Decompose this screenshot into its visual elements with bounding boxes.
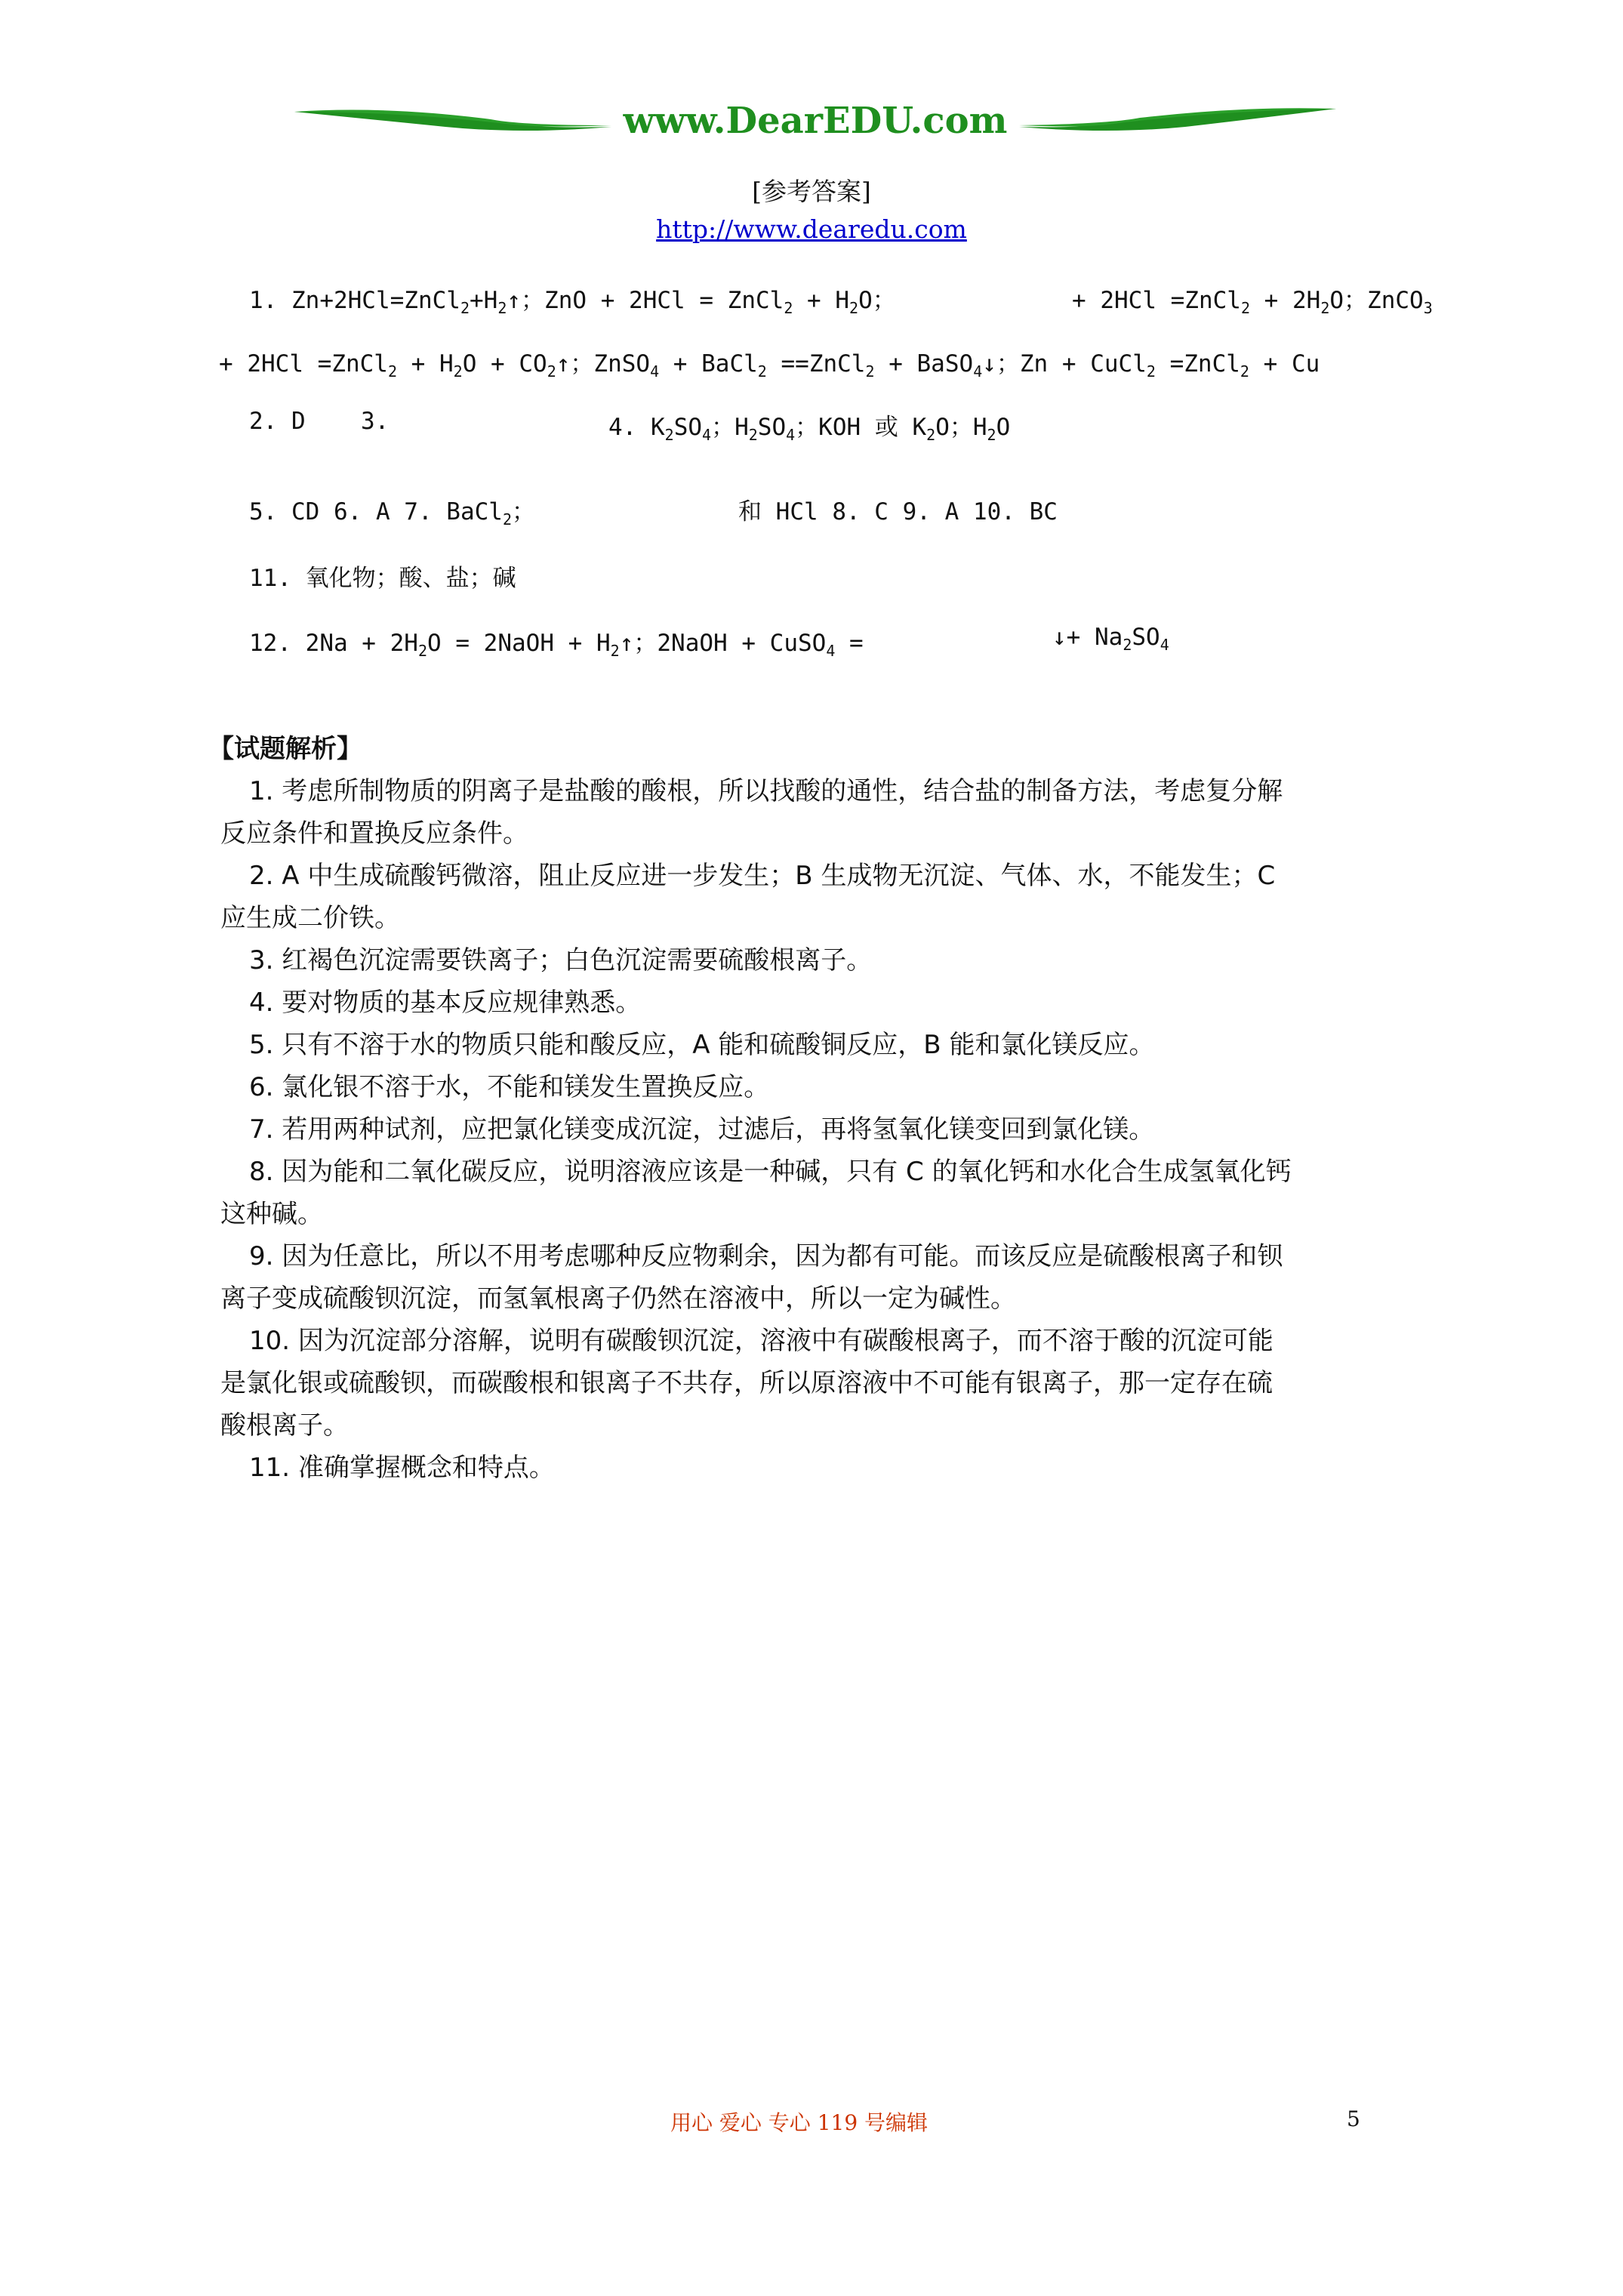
analysis-line: 酸根离子。 bbox=[220, 1410, 349, 1441]
analysis-line: 4. 要对物质的基本反应规律熟悉。 bbox=[249, 988, 642, 1018]
answer-3: 3. bbox=[361, 408, 390, 435]
analysis-heading: 【试题解析】 bbox=[208, 734, 362, 764]
answer-1-line-2: + 2HCl =ZnCl$_2$ + $H_2O$ + $CO_2↑$；ZnSO$_4$ + BaCl$_2$ ==ZnCl$_2$ + BaSO$_4$↓；Zn + CuCl$_2$ =ZnCl$_2$ + Cu bbox=[219, 350, 1320, 381]
answers-7-to-10: 和 HCl 8. C 9. A 10. BC bbox=[738, 498, 1058, 525]
answer-section-title: [参考答案] bbox=[752, 177, 871, 206]
answer-12-continued: ↓+ $Na_2SO_4$ bbox=[1052, 624, 1169, 654]
analysis-line: 这种碱。 bbox=[220, 1199, 323, 1229]
analysis-line: 3. 红褐色沉淀需要铁离子；白色沉淀需要硫酸根离子。 bbox=[249, 945, 873, 975]
analysis-line: 反应条件和置换反应条件。 bbox=[220, 818, 528, 849]
analysis-line: 8. 因为能和二氧化碳反应，说明溶液应该是一种碱，只有 C 的氧化钙和水化合生成氢氧化钙 bbox=[249, 1157, 1292, 1187]
answers-5-to-7: 5. CD 6. A 7. BaCl$_2$； bbox=[249, 498, 535, 529]
answer-1-line-1-continued: + 2HCl =ZnCl$_2$ + $2H_2O$；ZnCO$_3$ bbox=[1072, 287, 1433, 317]
analysis-line: 是氯化银或硫酸钡，而碳酸根和银离子不共存，所以原溶液中不可能有银离子，那一定存在硫 bbox=[220, 1368, 1273, 1398]
site-logo-banner bbox=[294, 89, 1336, 153]
answer-12: 12. $2Na + 2H_2O$ = 2NaOH + $H_2↑$；2NaOH + CuSO$_4$ = bbox=[249, 630, 864, 660]
website-link[interactable]: http://www.dearedu.com bbox=[656, 214, 967, 244]
analysis-line: 7. 若用两种试剂，应把氯化镁变成沉淀，过滤后，再将氢氧化镁变回到氯化镁。 bbox=[249, 1114, 1155, 1145]
analysis-line: 6. 氯化银不溶于水，不能和镁发生置换反应。 bbox=[249, 1072, 770, 1102]
answer-1-line-1: 1. $Zn+2HCl=ZnCl_2+H_2↑$；ZnO + 2HCl = ZnCl$_2$ + $H_2O$； bbox=[249, 287, 896, 317]
answer-4: 4. $K_2SO_4$；$H_2SO_4$；KOH 或 $K_2O$；$H_2O$ bbox=[608, 414, 1011, 444]
answer-2: 2. D bbox=[249, 408, 306, 435]
analysis-line: 2. A 中生成硫酸钙微溶，阻止反应进一步发生；B 生成物无沉淀、气体、水，不能发生；C bbox=[249, 861, 1276, 891]
analysis-line: 1. 考虑所制物质的阴离子是盐酸的酸根，所以找酸的通性，结合盐的制备方法，考虑复分解 bbox=[249, 776, 1283, 806]
analysis-line: 5. 只有不溶于水的物质只能和酸反应，A 能和硫酸铜反应，B 能和氯化镁反应。 bbox=[249, 1030, 1155, 1060]
analysis-line: 离子变成硫酸钡沉淀，而氢氧根离子仍然在溶液中，所以一定为碱性。 bbox=[220, 1284, 1016, 1314]
analysis-line: 应生成二价铁。 bbox=[220, 903, 400, 933]
analysis-line: 9. 因为任意比，所以不用考虑哪种反应物剩余，因为都有可能。而该反应是硫酸根离子和钡 bbox=[249, 1241, 1283, 1271]
answer-11: 11. 氧化物；酸、盐；碱 bbox=[249, 565, 516, 592]
analysis-line: 11. 准确掌握概念和特点。 bbox=[249, 1453, 555, 1483]
page-number: 5 bbox=[1347, 2106, 1360, 2131]
footer-text: 用心 爱心 专心 119 号编辑 bbox=[670, 2110, 929, 2135]
site-logo-text: www.DearEDU.com bbox=[623, 100, 1008, 142]
url-line bbox=[0, 214, 1623, 244]
analysis-line: 10. 因为沉淀部分溶解，说明有碳酸钡沉淀，溶液中有碳酸根离子，而不溶于酸的沉淀可能 bbox=[249, 1326, 1273, 1356]
